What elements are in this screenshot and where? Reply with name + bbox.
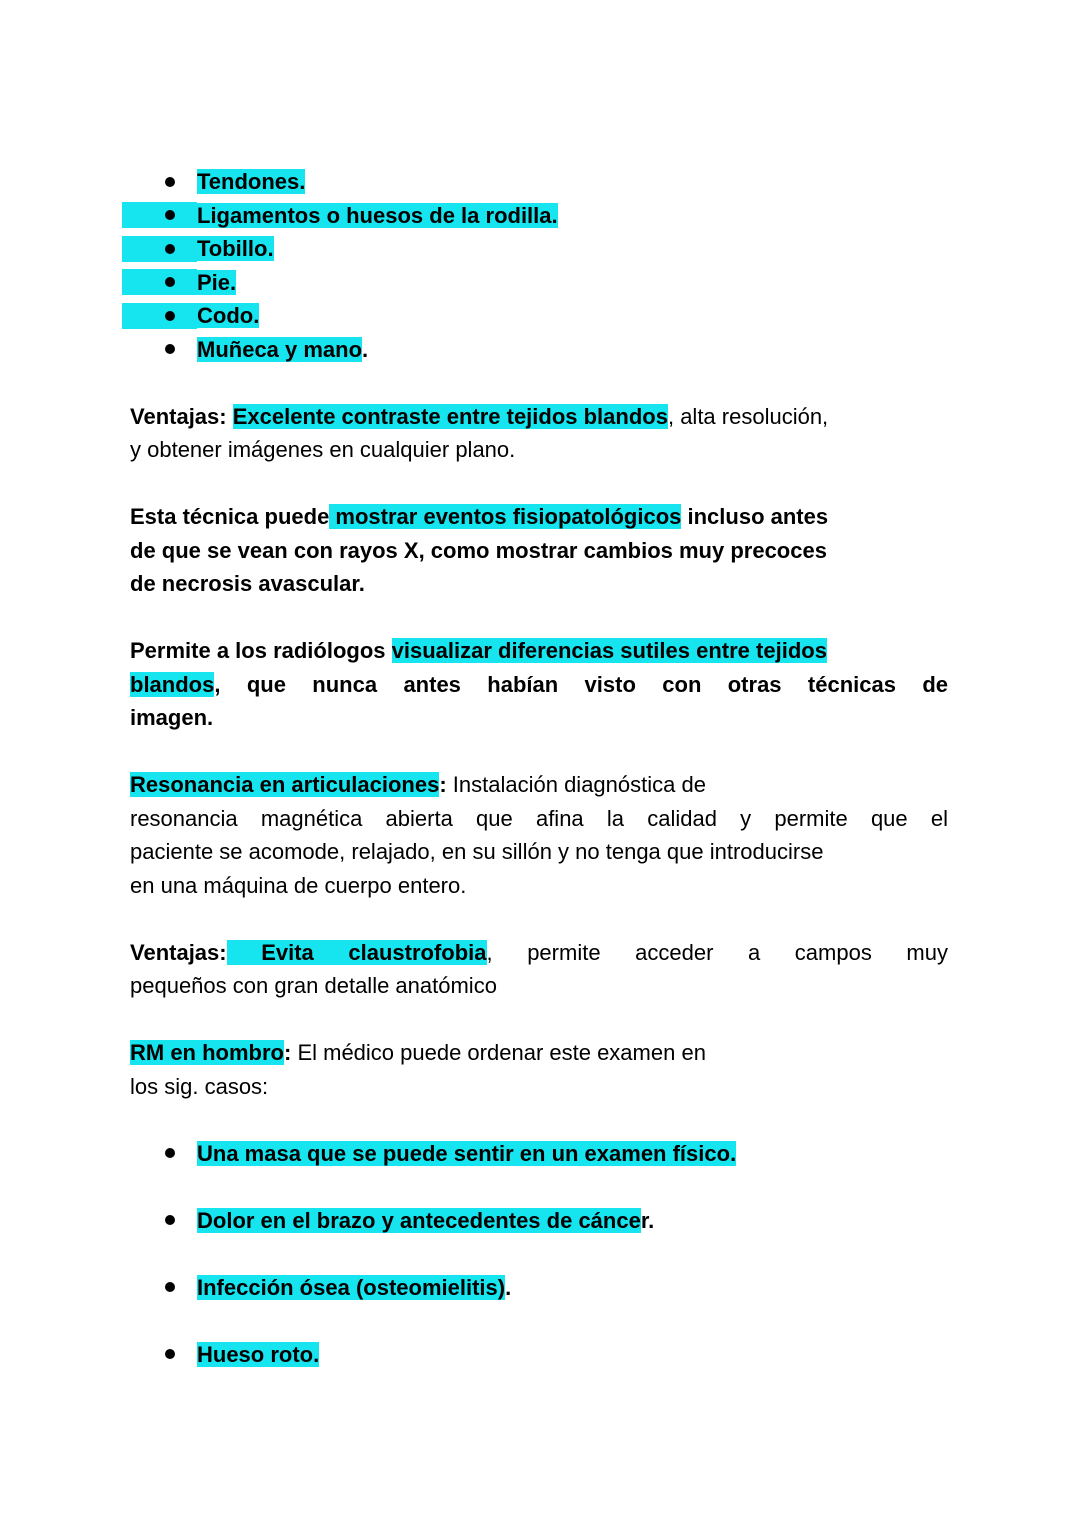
text-line: [130, 1036, 948, 1070]
mri-joint-areas-list: [130, 165, 948, 366]
bullet-dot-icon: [165, 210, 175, 220]
bullet-icon: [130, 1341, 197, 1367]
text-segment: , que nunca antes habían visto con otras técnicas de: [214, 671, 948, 697]
list-item: [130, 333, 948, 367]
radiologos-diferencias-paragraph: [130, 634, 948, 735]
highlighted-text: RM en hombro: [130, 1040, 284, 1065]
highlighted-text: Una masa que se puede sentir en un examen físico.: [197, 1140, 737, 1166]
text-segment: r.: [640, 1207, 655, 1233]
text-segment: :: [284, 1040, 292, 1065]
bullet-icon: [130, 169, 197, 195]
text-segment: Ventajas:: [130, 403, 233, 429]
list-item-text: [197, 1137, 736, 1171]
text-segment: Instalación diagnóstica de: [446, 772, 706, 797]
highlighted-text: blandos: [130, 671, 215, 697]
ventajas-claustrofobia-paragraph: [130, 936, 948, 1003]
highlighted-text: Pie.: [197, 269, 237, 295]
text-line: [130, 701, 948, 735]
bullet-dot-icon: [165, 311, 175, 321]
highlighted-text: Codo.: [197, 303, 260, 328]
text-segment: de que se vean con rayos X, como mostrar cambios muy precoces: [130, 537, 827, 563]
text-line: [130, 1070, 948, 1104]
bullet-dot-icon: [165, 277, 175, 287]
highlighted-text: Hueso roto.: [197, 1341, 320, 1367]
rm-hombro-paragraph: [130, 1036, 948, 1103]
highlighted-text: Dolor en el brazo y antecedentes de cánce: [197, 1207, 641, 1233]
list-item: [130, 1204, 948, 1238]
text-line: [130, 400, 948, 434]
text-segment: Permite a los radiólogos: [130, 638, 392, 663]
text-segment: y obtener imágenes en cualquier plano.: [130, 437, 516, 462]
list-item: [130, 165, 948, 199]
bullet-icon: [122, 269, 197, 295]
text-line: [130, 936, 948, 970]
document-content: [130, 165, 948, 1371]
highlighted-text: Tendones.: [197, 169, 306, 194]
highlighted-text: Tobillo.: [197, 236, 274, 261]
text-segment: Esta técnica puede: [130, 504, 330, 529]
bullet-icon: [122, 303, 197, 329]
bullet-dot-icon: [165, 1148, 175, 1158]
bullet-dot-icon: [165, 1349, 175, 1359]
text-line: [130, 869, 948, 903]
highlighted-text: Excelente contraste entre tejidos blandos: [232, 403, 668, 429]
highlighted-text: Muñeca y mano: [197, 336, 363, 362]
highlighted-text: Evita claustrofobia: [226, 939, 487, 965]
highlighted-text: visualizar diferencias sutiles entre tejidos: [391, 638, 827, 663]
text-line: [130, 835, 948, 869]
list-item-text: [197, 199, 558, 233]
text-segment: incluso antes: [681, 504, 829, 529]
list-item-text: [197, 266, 236, 300]
text-line: [130, 567, 948, 601]
text-line: [130, 668, 948, 702]
list-item-text: [197, 1338, 319, 1372]
highlighted-text: Infección ósea (osteomielitis): [197, 1274, 506, 1300]
text-segment: imagen.: [130, 705, 214, 730]
tecnica-fisiopatologicos-paragraph: [130, 500, 948, 601]
text-segment: de necrosis avascular.: [130, 571, 365, 596]
text-segment: :: [439, 772, 447, 797]
text-segment: paciente se acomode, relajado, en su sillón y no tenga que introducirse: [130, 839, 824, 864]
text-line: [130, 500, 948, 534]
list-item-text: [197, 165, 305, 199]
text-segment: , alta resolución,: [667, 403, 829, 429]
list-item: [130, 299, 948, 333]
text-segment: resonancia magnética abierta que afina la calidad y permite que el: [130, 805, 948, 831]
list-item-text: [197, 1271, 511, 1305]
bullet-dot-icon: [165, 344, 175, 354]
list-item: [130, 1271, 948, 1305]
text-segment: en una máquina de cuerpo entero.: [130, 872, 467, 898]
text-line: [130, 969, 948, 1003]
list-item: [130, 232, 948, 266]
list-item: [130, 1338, 948, 1372]
text-segment: .: [505, 1274, 512, 1300]
bullet-dot-icon: [165, 244, 175, 254]
highlighted-text: mostrar eventos fisiopatológicos: [329, 504, 682, 529]
list-item: [130, 199, 948, 233]
bullet-icon: [122, 236, 197, 262]
list-item: [130, 1137, 948, 1171]
list-item-text: [197, 232, 274, 266]
bullet-icon: [130, 1207, 197, 1233]
text-segment: .: [362, 336, 369, 362]
list-item: [130, 266, 948, 300]
bullet-icon: [122, 202, 197, 228]
text-line: [130, 534, 948, 568]
bullet-icon: [130, 336, 197, 362]
highlighted-text: Ligamentos o huesos de la rodilla.: [197, 202, 558, 228]
list-item-text: [197, 299, 259, 333]
text-line: [130, 433, 948, 467]
text-line: [130, 634, 948, 668]
bullet-dot-icon: [165, 1282, 175, 1292]
bullet-dot-icon: [165, 1215, 175, 1225]
bullet-icon: [130, 1140, 197, 1166]
text-segment: El médico puede ordenar este examen en: [291, 1040, 706, 1065]
text-segment: pequeños con gran detalle anatómico: [130, 973, 497, 998]
bullet-icon: [130, 1274, 197, 1300]
ventajas-contraste-paragraph: [130, 400, 948, 467]
text-segment: , permite acceder a campos muy: [486, 939, 948, 965]
bullet-dot-icon: [165, 177, 175, 187]
text-segment: los sig. casos:: [130, 1073, 269, 1099]
rm-hombro-cases-list: [130, 1137, 948, 1372]
resonancia-articulaciones-paragraph: [130, 768, 948, 902]
text-segment: Ventajas:: [130, 939, 227, 965]
list-item-text: [197, 1204, 654, 1238]
highlighted-text: Resonancia en articulaciones: [130, 772, 440, 797]
list-item-text: [197, 333, 368, 367]
text-line: [130, 802, 948, 836]
text-line: [130, 768, 948, 802]
